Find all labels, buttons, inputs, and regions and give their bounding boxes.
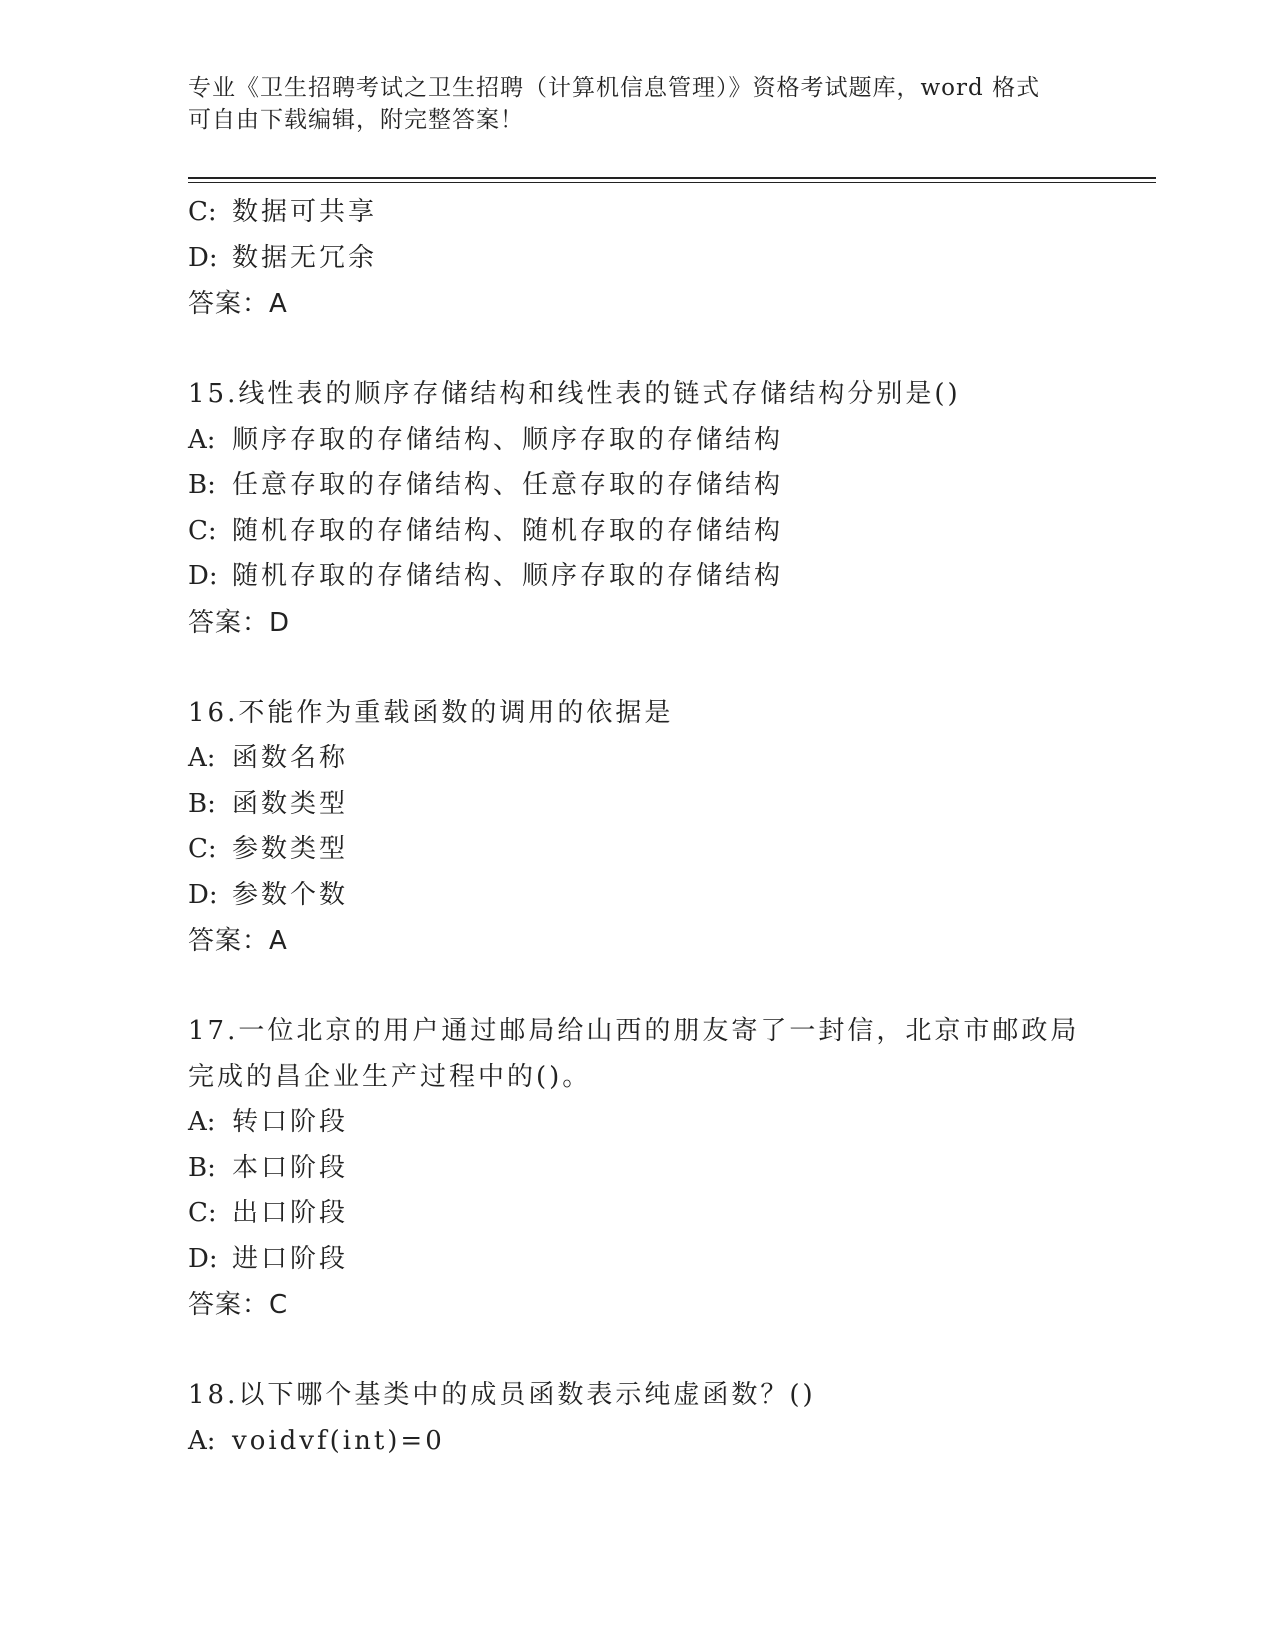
option-key: A: bbox=[188, 1107, 216, 1137]
option-key: C: bbox=[188, 197, 217, 227]
question-stem: 17.一位北京的用户通过邮局给山西的朋友寄了一封信，北京市邮政局 bbox=[188, 1016, 1080, 1046]
option-key: D: bbox=[188, 1243, 218, 1274]
option-key: B: bbox=[188, 470, 216, 500]
option-line bbox=[188, 1191, 1148, 1237]
option-line bbox=[188, 509, 1148, 555]
option-line bbox=[188, 1100, 1148, 1146]
option-text: 函数类型 bbox=[232, 788, 349, 819]
option-line bbox=[188, 827, 1148, 873]
option-text: 数据可共享 bbox=[232, 197, 378, 227]
option-key: D: bbox=[188, 561, 218, 591]
option-text: 顺序存取的存储结构、顺序存取的存储结构 bbox=[232, 424, 784, 455]
option-line bbox=[188, 554, 1148, 600]
option-line bbox=[188, 418, 1148, 464]
answer-line: 答案：C bbox=[188, 1290, 289, 1320]
option-text: 随机存取的存储结构、随机存取的存储结构 bbox=[232, 515, 784, 546]
question-gap bbox=[188, 327, 1148, 372]
option-line bbox=[188, 463, 1148, 509]
option-text: 任意存取的存储结构、任意存取的存储结构 bbox=[232, 470, 784, 500]
option-key: A: bbox=[188, 743, 216, 773]
option-line bbox=[188, 873, 1148, 919]
option-text: 转口阶段 bbox=[232, 1107, 349, 1137]
header-rule-thin bbox=[188, 182, 1156, 183]
option-text: voidvf(int)=0 bbox=[232, 1425, 445, 1456]
option-text: 进口阶段 bbox=[232, 1243, 349, 1274]
question-list bbox=[188, 190, 1148, 1464]
option-text: 函数名称 bbox=[232, 743, 349, 773]
option-key: B: bbox=[188, 1152, 216, 1183]
option-line bbox=[188, 1237, 1148, 1283]
header-rule-thick bbox=[188, 177, 1156, 179]
question-gap bbox=[188, 964, 1148, 1009]
option-key: C: bbox=[188, 834, 217, 864]
question-stem: 18.以下哪个基类中的成员函数表示纯虚函数？() bbox=[188, 1380, 816, 1410]
option-line bbox=[188, 736, 1148, 782]
header-title-line-1: 专业《卫生招聘考试之卫生招聘（计算机信息管理）》资格考试题库，word 格式 bbox=[188, 75, 1041, 101]
question-gap bbox=[188, 1328, 1148, 1373]
option-text: 随机存取的存储结构、顺序存取的存储结构 bbox=[232, 561, 784, 591]
option-key: C: bbox=[188, 515, 217, 546]
option-line bbox=[188, 190, 1148, 236]
option-text: 参数类型 bbox=[232, 834, 349, 864]
question-gap bbox=[188, 646, 1148, 691]
option-key: D: bbox=[188, 242, 218, 273]
option-line bbox=[188, 1146, 1148, 1192]
page-header bbox=[188, 72, 1088, 136]
answer-line: 答案：D bbox=[188, 607, 291, 638]
answer-line: 答案：A bbox=[188, 926, 288, 956]
option-line bbox=[188, 782, 1148, 828]
question-stem: 15.线性表的顺序存储结构和线性表的链式存储结构分别是() bbox=[188, 379, 961, 409]
option-line bbox=[188, 1419, 1148, 1465]
option-text: 参数个数 bbox=[232, 879, 349, 910]
option-key: C: bbox=[188, 1198, 217, 1228]
option-text: 数据无冗余 bbox=[232, 242, 378, 273]
option-key: D: bbox=[188, 879, 218, 910]
option-key: A: bbox=[188, 424, 216, 455]
header-title-line-2: 可自由下载编辑，附完整答案！ bbox=[188, 107, 524, 133]
option-text: 出口阶段 bbox=[232, 1198, 349, 1228]
question-stem: 完成的昌企业生产过程中的()。 bbox=[188, 1061, 592, 1092]
option-line bbox=[188, 236, 1148, 282]
option-key: B: bbox=[188, 788, 216, 819]
answer-line: 答案：A bbox=[188, 289, 288, 319]
option-text: 本口阶段 bbox=[232, 1152, 349, 1183]
option-key: A: bbox=[188, 1425, 216, 1456]
question-stem: 16.不能作为重载函数的调用的依据是 bbox=[188, 697, 674, 728]
